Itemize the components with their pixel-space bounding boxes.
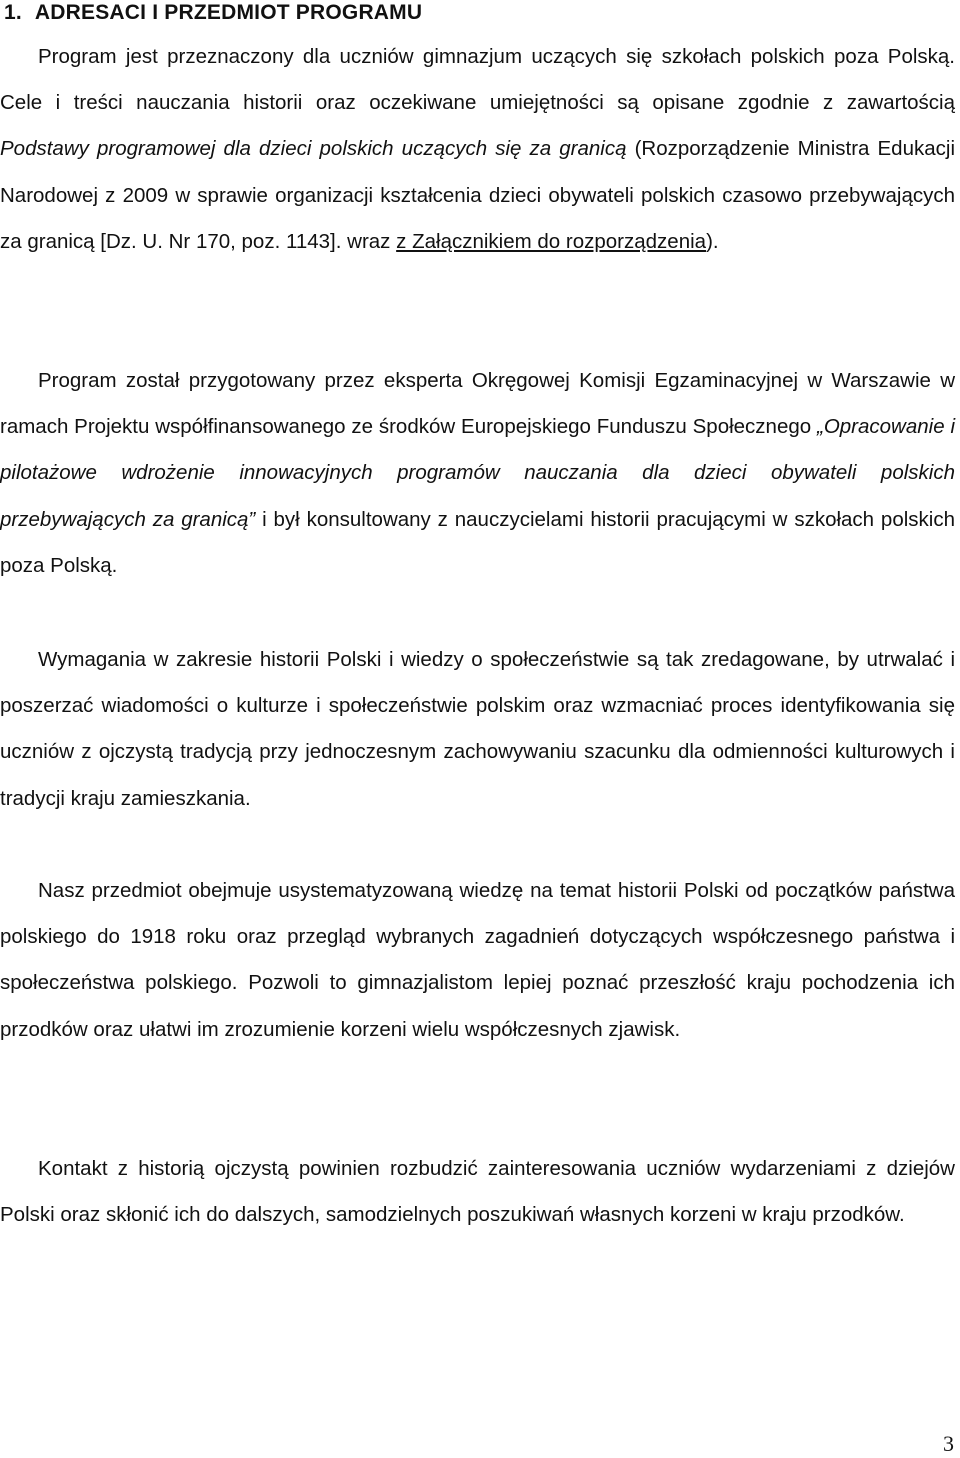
paragraph-text: ). [706,229,719,253]
underlined-attachment-reference: z Załącznikiem do rozporządzenia [396,229,707,253]
paragraph-text: i był konsultowany z nauczycielami historii pracującymi w szkołach polskich poza Polską. [0,507,955,577]
paragraph-text: Program został przygotowany przez eksperta Okręgowej Komisji Egzaminacyjnej w Warszawie w ramach Projektu współfinansowanego ze środków Europejskiego Funduszu Społecznego [0,369,955,439]
section-heading [4,0,422,26]
paragraph-subject-scope: Nasz przedmiot obejmuje usystematyzowaną wiedzę na temat historii Polski od początków państwa polskiego do 1918 roku oraz przegląd wybranych zagadnień dotyczących współczesnego państwa i społeczeństwa polskiego. Pozwoli to gimnazjalistom lepiej poznać przeszłość kraju pochodzenia ich przodków oraz ułatwi im zrozumienie korzeni wielu współczesnych zjawisk. [0,879,955,1041]
italic-document-title: Podstawy programowej dla dzieci polskich uczących się za granicą [0,137,627,161]
paragraph-text: Program jest przeznaczony dla uczniów gimnazjum uczących się szkołach polskich poza Polską. Cele i treści nauczania historii oraz oczekiwane umiejętności są opisane zgodnie z zawartością [0,45,955,115]
paragraph-text: (Rozporządzenie Ministra Edukacji Narodowej z 2009 w sprawie organizacji kształcenia dzieci obywateli polskich czasowo przebywających za granicą [Dz. U. Nr 170, poz. 1143]. wraz [0,137,955,253]
paragraph-program-audience [0,34,955,265]
paragraph-contact-with-history: Kontakt z historią ojczystą powinien rozbudzić zainteresowania uczniów wydarzeniami z dziejów Polski oraz skłonić ich do dalszych, samodzielnych poszukiwań własnych korzeni w kraju przodków. [0,1157,955,1227]
italic-project-title: „Opracowanie i pilotażowe wdrożenie innowacyjnych programów nauczania dla dzieci obywateli polskich przebywających za granicą” [0,415,955,531]
page-number: 3 [943,1431,954,1456]
paragraph-requirements: Wymagania w zakresie historii Polski i wiedzy o społeczeństwie są tak zredagowane, by utrwalać i poszerzać wiadomości o kulturze i społeczeństwie polskim oraz wzmacniać proces identyfikowania się uczniów z ojczystą tradycją przy jednoczesnym zachowywaniu szacunku dla odmienności kulturowych i tradycji kraju zamieszkania. [0,648,955,810]
section-number: 1. [4,1,22,24]
section-title: ADRESACI I PRZEDMIOT PROGRAMU [34,1,423,24]
paragraph-program-origin [0,358,955,589]
